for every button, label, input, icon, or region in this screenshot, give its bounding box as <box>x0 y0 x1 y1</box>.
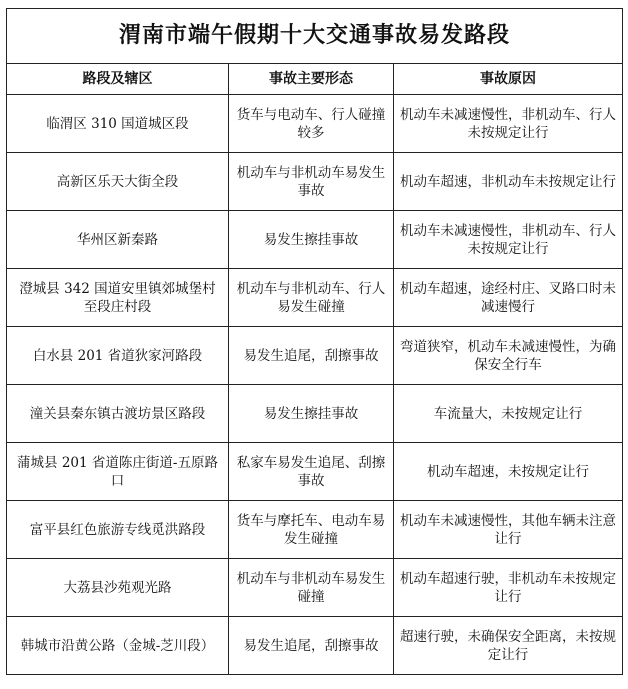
cell-cause: 车流量大，未按规定让行 <box>394 385 623 443</box>
cell-cause: 机动车超速行驶，非机动车未按规定让行 <box>394 559 623 617</box>
cell-accident-type: 机动车与非机动车易发生事故 <box>229 153 394 211</box>
cell-accident-type: 机动车与非机动车、行人易发生碰撞 <box>229 269 394 327</box>
header-row <box>7 64 623 95</box>
cell-section: 富平县红色旅游专线觅洪路段 <box>7 501 229 559</box>
cell-cause: 机动车超速，途经村庄、叉路口时未减速慢行 <box>394 269 623 327</box>
header-section: 路段及辖区 <box>7 64 229 95</box>
cell-section: 白水县 201 省道狄家河路段 <box>7 327 229 385</box>
cell-cause: 机动车未减速慢性，其他车辆未注意让行 <box>394 501 623 559</box>
table-row <box>7 443 623 501</box>
table-row <box>7 95 623 153</box>
cell-section: 澄城县 342 国道安里镇郊城堡村至段庄村段 <box>7 269 229 327</box>
table-row <box>7 501 623 559</box>
cell-accident-type: 机动车与非机动车易发生碰撞 <box>229 559 394 617</box>
cell-accident-type: 易发生追尾，刮擦事故 <box>229 327 394 385</box>
cell-accident-type: 私家车易发生追尾、刮擦事故 <box>229 443 394 501</box>
cell-cause: 超速行驶，未确保安全距离，未按规定让行 <box>394 617 623 675</box>
cell-accident-type: 货车与电动车、行人碰撞较多 <box>229 95 394 153</box>
cell-cause: 机动车超速，未按规定让行 <box>394 443 623 501</box>
header-cause: 事故原因 <box>394 64 623 95</box>
cell-accident-type: 易发生擦挂事故 <box>229 385 394 443</box>
cell-section: 大荔县沙苑观光路 <box>7 559 229 617</box>
cell-section: 潼关县秦东镇古渡坊景区路段 <box>7 385 229 443</box>
header-accident-type: 事故主要形态 <box>229 64 394 95</box>
table-row <box>7 153 623 211</box>
table-row <box>7 269 623 327</box>
cell-section: 华州区新秦路 <box>7 211 229 269</box>
cell-section: 高新区乐天大街全段 <box>7 153 229 211</box>
accident-table <box>6 8 623 675</box>
cell-cause: 弯道狭窄，机动车未减速慢性，为确保安全行车 <box>394 327 623 385</box>
cell-section: 蒲城县 201 省道陈庄街道-五原路口 <box>7 443 229 501</box>
cell-accident-type: 货车与摩托车、电动车易发生碰撞 <box>229 501 394 559</box>
table-row <box>7 617 623 675</box>
cell-cause: 机动车未减速慢性，非机动车、行人未按规定让行 <box>394 95 623 153</box>
table-row <box>7 327 623 385</box>
table-row <box>7 559 623 617</box>
cell-section: 韩城市沿黄公路（金城-芝川段） <box>7 617 229 675</box>
cell-accident-type: 易发生追尾，刮擦事故 <box>229 617 394 675</box>
table-row <box>7 211 623 269</box>
cell-cause: 机动车未减速慢性，非机动车、行人未按规定让行 <box>394 211 623 269</box>
cell-accident-type: 易发生擦挂事故 <box>229 211 394 269</box>
cell-cause: 机动车超速，非机动车未按规定让行 <box>394 153 623 211</box>
table-title: 渭南市端午假期十大交通事故易发路段 <box>7 9 623 64</box>
table-row <box>7 385 623 443</box>
cell-section: 临渭区 310 国道城区段 <box>7 95 229 153</box>
